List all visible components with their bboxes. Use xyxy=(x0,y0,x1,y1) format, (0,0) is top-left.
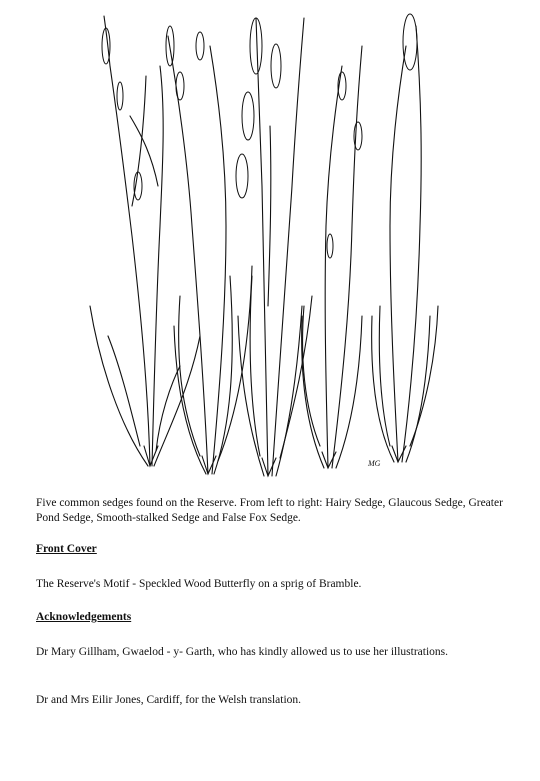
illustrator-signature: MG xyxy=(368,459,381,468)
smooth-stalked-sedge xyxy=(302,46,362,468)
acknowledgement-paragraph: Dr and Mrs Eilir Jones, Cardiff, for the Welsh translation. xyxy=(36,694,302,706)
front-cover-heading: Front Cover xyxy=(36,543,97,555)
acknowledgements-heading: Acknowledgements xyxy=(36,611,132,623)
illustration-caption: Five common sedges found on the Reserve. From left to right: Hairy Sedge, Glaucous Sedge, Greater Pond Sedge, Smooth-stalked Sedge and False Fox Sedge. xyxy=(36,497,503,524)
greater-pond-sedge xyxy=(236,18,312,476)
sedges-illustration xyxy=(80,6,460,484)
front-cover-text: The Reserve's Motif - Speckled Wood Butterfly on a sprig of Bramble. xyxy=(36,578,362,590)
acknowledgement-paragraph: Dr Mary Gillham, Gwaelod - y- Garth, who has kindly allowed us to use her illustrations. xyxy=(36,646,449,658)
sedges-drawing xyxy=(80,6,460,484)
false-fox-sedge xyxy=(372,14,438,462)
